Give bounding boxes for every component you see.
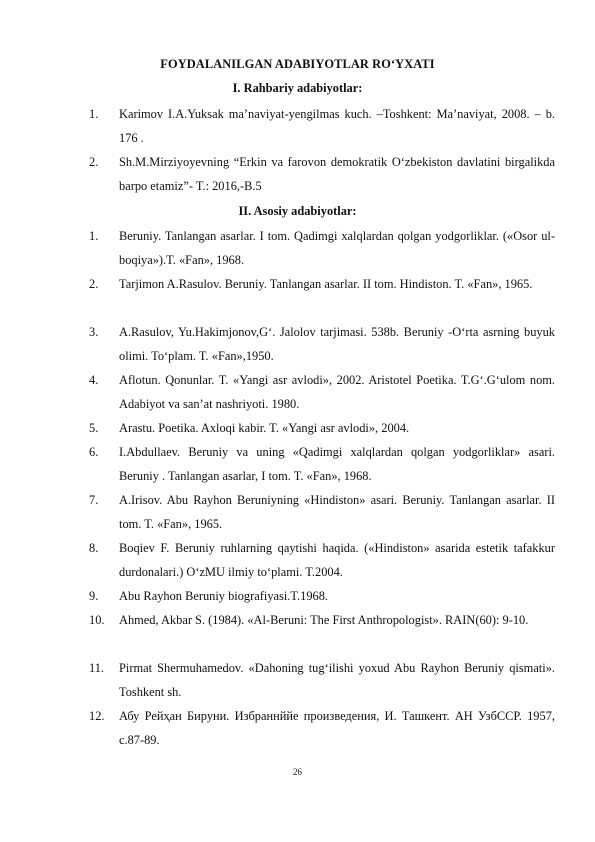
list-item-number: 4. [89, 373, 99, 387]
list-item-number: 3. [89, 325, 99, 339]
page-number: 26 [293, 767, 302, 777]
list-item-text: Sh.M.Mirziyoyevning “Erkin va farovon demokratik O‘zbekiston davlatini birgalikda barpo etamiz”- T.: 2016,-B.5 [119, 155, 555, 193]
list-item-number: 9. [89, 589, 99, 603]
list-item-number: 6. [89, 445, 99, 459]
list-item-text: Karimov I.A.Yuksak ma’naviyat-yengilmas kuch. –Toshkent: Ma’naviyat, 2008. – b. 176 . [119, 107, 555, 145]
section-heading-rahbariy: I. Rahbariy adabiyotlar: [232, 81, 363, 95]
page-title: FOYDALANILGAN ADABIYOTLAR RO‘YXATI [160, 57, 435, 71]
list-item-text: Arastu. Poetika. Axloqi kabir. T. «Yangi asr avlodi», 2004. [119, 421, 410, 435]
list-item-text: Abu Rayhon Beruniy biografiyasi.T.1968. [119, 589, 329, 603]
list-item-text: Beruniy. Tanlangan asarlar. I tom. Qadimgi xalqlardan qolgan yodgorliklar. («Osor ul-boqiya»).T. «Fan», 1968. [119, 229, 555, 267]
list-item-text: Ahmed, Akbar S. (1984). «Al-Beruni: The First Anthropologist». RAIN(60): 9-10. [119, 613, 529, 627]
list-item-text: Tarjimon A.Rasulov. Beruniy. Tanlangan asarlar. II tom. Hindiston. T. «Fan», 1965. [119, 277, 533, 291]
list-item-number: 2. [89, 155, 99, 169]
list-item-number: 1. [89, 229, 99, 243]
list-item-text: Boqiev F. Beruniy ruhlarning qaytishi haqida. («Hindiston» asarida estetik tafakkur durdonalari.) O‘zMU ilmiy to‘plami. T.2004. [119, 541, 555, 579]
list-item-number: 5. [89, 421, 99, 435]
list-item-text: Абу Рейҳан Бируни. Избраннййе произведения, И. Ташкент. АН УзбССР. 1957, с.87-89. [119, 709, 555, 747]
list-item-number: 7. [89, 493, 99, 507]
list-item-number: 2. [89, 277, 99, 291]
list-item-text: Aflotun. Qonunlar. T. «Yangi asr avlodi», 2002. Aristotel Poetika. T.G‘.G‘ulom nom. Adabiyot va san’at nashriyoti. 1980. [119, 373, 555, 411]
list-item-number: 11. [89, 661, 105, 675]
list-item-number: 12. [89, 709, 105, 723]
list-item-text: I.Abdullaev. Beruniy va uning «Qadimgi xalqlardan qolgan yodgorliklar» asari. Beruniy . Tanlangan asarlar, I tom. T. «Fan», 1968. [119, 445, 555, 483]
list-item-number: 1. [89, 107, 99, 121]
list-item-number: 10. [89, 613, 105, 627]
list-item-number: 8. [89, 541, 99, 555]
list-item-text: A.Irisov. Abu Rayhon Beruniyning «Hindiston» asari. Beruniy. Tanlangan asarlar. II tom. T. «Fan», 1965. [119, 493, 555, 531]
section-heading-asosiy: II. Asosiy adabiyotlar: [238, 204, 357, 218]
list-item-text: Pirmat Shermuhamedov. «Dahoning tug‘ilishi yoxud Abu Rayhon Beruniy qismati». Toshkent sh. [119, 661, 555, 699]
list-item-text: A.Rasulov, Yu.Hakimjonov,G‘. Jalolov tarjimasi. 538b. Beruniy -O‘rta asrning buyuk olimi. To‘plam. T. «Fan»,1950. [119, 325, 555, 363]
